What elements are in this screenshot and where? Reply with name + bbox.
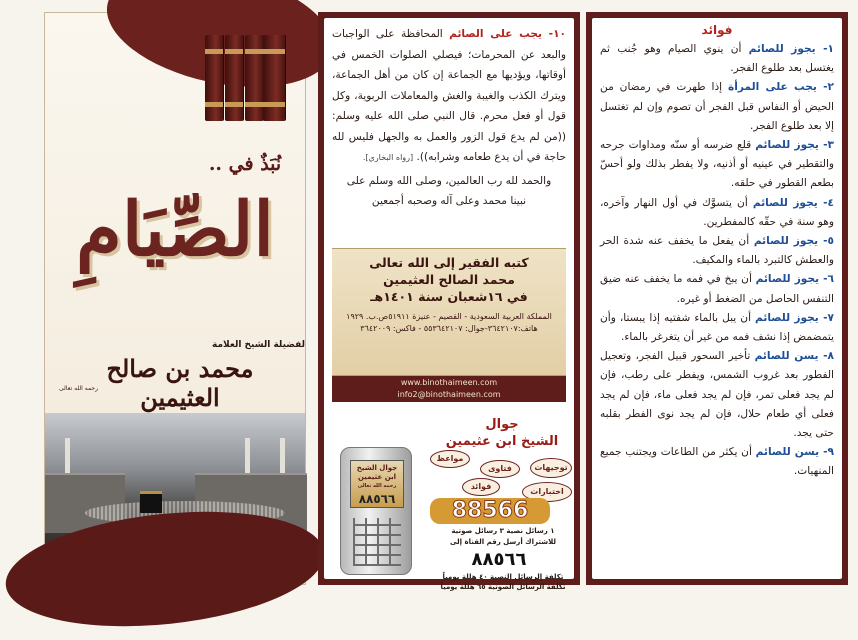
fawaid-item-keyword: ٧- يجوز للصائم bbox=[755, 311, 834, 324]
fawaid-item-body: قلع ضرسه أو سنّه ومداوات جرحه والتقطير في عينيه أو أذنيه، ولا يفطر بذلك ولو أحسّ بطعم القطور في حلقه. bbox=[600, 139, 834, 190]
mobile-service-promo bbox=[332, 402, 568, 591]
fawaid-item bbox=[600, 40, 834, 78]
promo-title: جوال الشيخ ابن عثيمين bbox=[445, 417, 559, 449]
fawaid-item-body: إذا طهرت في رمضان من الحيض أو النفاس قبل الفجر أن تصوم وإن لم تغتسل إلا بعد طلوع الفجر. bbox=[600, 81, 834, 132]
bubble-tawjihat: توجيهات bbox=[530, 458, 572, 478]
cover-subtitle: نُبَذٌ في .. bbox=[208, 153, 282, 175]
kaaba-icon bbox=[140, 491, 162, 513]
item-10-reference: [رواه البخاري]. bbox=[362, 153, 414, 162]
fawaid-item-keyword: ٤- يجوز للصائم bbox=[752, 196, 834, 209]
author-signature-box bbox=[332, 248, 566, 376]
fawaid-item-keyword: ٩- يسن للصائم bbox=[755, 446, 834, 459]
sms-number: 88566 bbox=[430, 498, 550, 524]
fawaid-list bbox=[600, 40, 834, 482]
fawaid-item-body: أن يكثر من الطاعات ويجتنب جميع المنهيات. bbox=[600, 446, 834, 478]
cover-author-note: رحمه الله تعالى bbox=[59, 385, 99, 392]
item-10-keyword: ١٠- يجب على الصائم bbox=[449, 28, 566, 40]
cover-byline: لفضيلة الشيخ العلامة bbox=[212, 340, 305, 350]
fawaid-item bbox=[600, 232, 834, 270]
item-10 bbox=[324, 18, 574, 211]
promo-message-types: ١ رسائل نصية ٣ رسائل صوتية bbox=[451, 527, 555, 535]
bubble-ikhtibarat: اختبارات bbox=[522, 482, 572, 502]
fawaid-item bbox=[600, 194, 834, 232]
promo-cost-text: تكلفة الرسائل النصية ٤٠ هللة يومياً bbox=[442, 573, 564, 581]
books-icon bbox=[205, 35, 285, 125]
fawaid-item-keyword: ١- يجوز للصائم bbox=[748, 43, 834, 55]
fawaid-item-body: أن يبخ في فمه ما يخفف عنه ضيق التنفس الحاصل من الضغط أو غيره. bbox=[600, 273, 834, 305]
author-box-line-1: كتبه الفقير إلى الله تعالى bbox=[369, 255, 529, 270]
author-box-name: محمد الصالح العثيمين bbox=[383, 272, 515, 287]
middle-panel bbox=[318, 12, 580, 591]
fawaid-item bbox=[600, 270, 834, 308]
fawaid-item-keyword: ٥- يجوز للصائم bbox=[753, 235, 834, 248]
fawaid-item-body: أن يبل بالماء شفتيه إذا يبستا، وأن يتمضمض إذا نشف فمه من غير أن يتغرغر بالماء. bbox=[600, 311, 834, 344]
phone-screen: جوال الشيخ ابن عثيمين رحمه الله تعالى ٨٨٥٦٦ bbox=[350, 460, 404, 508]
cover-author: محمد بن صالح العثيمين bbox=[106, 354, 254, 412]
fawaid-item bbox=[600, 78, 834, 136]
fawaid-item bbox=[600, 309, 834, 347]
fawaid-item-body: تأخير السحور قبيل الفجر، وتعجيل الفطور بعد غروب الشمس، ويفطر على رطب، فإن لم يجد فعلى تمر، فإن لم يجد فعلى ماء، فإن لم يجد فعلى أي طعام حلال، فإن لم يجد نوى الفطر بقلبه حتى يجد. bbox=[600, 350, 834, 440]
fawaid-item-body: أن يفعل ما يخفف عنه شدة الحر والعطش كالتبرد بالماء والمكيف. bbox=[600, 235, 834, 267]
website-band bbox=[332, 376, 566, 402]
fawaid-item bbox=[600, 136, 834, 194]
fawaid-item-keyword: ٣- يجوز للصائم bbox=[755, 139, 834, 152]
author-box-address: المملكة العربية السعودية - القصيم - عنيزة ٥١٩١١ص.ب. ١٩٢٩ bbox=[346, 312, 552, 321]
fawaid-item-body: أن ينوي الصيام وهو جُنب ثم يغتسل بعد طلوع الفجر. bbox=[600, 43, 834, 75]
right-panel bbox=[586, 12, 848, 585]
email-link[interactable]: info2@binothaimeen.com bbox=[397, 390, 501, 399]
cover-panel bbox=[44, 12, 306, 585]
sms-number-arabic: ٨٨٥٦٦ bbox=[471, 549, 527, 570]
fawaid-item-body: أن يتسوَّك في أول النهار وآخره، وهو سنة في حقّه كالمفطرين. bbox=[600, 196, 834, 228]
bubble-fawaid: فوائد bbox=[462, 478, 500, 496]
cover-title: الصِّيَامِ bbox=[76, 187, 274, 273]
fawaid-item-keyword: ٦- يجوز للصائم bbox=[755, 273, 834, 286]
fawaid-item-keyword: ٨- يسن للصائم bbox=[754, 350, 834, 363]
promo-subscribe: للاشتراك أرسل رقم القناة إلى bbox=[449, 538, 557, 546]
phone-keypad bbox=[353, 518, 401, 566]
bubble-fatawa: فتاوى bbox=[480, 460, 520, 478]
website-link[interactable]: www.binothaimeen.com bbox=[400, 378, 498, 387]
promo-cost-voice: تكلفة الرسائل الصوتية ٦٥ هللة يومياً bbox=[440, 583, 566, 591]
phone-image bbox=[340, 447, 412, 575]
fawaid-header: فوائد bbox=[701, 23, 733, 37]
author-box-phone: هاتف:٣٦٤٢١٠٧-جوال: ٥٥٣٦٤٢١٠٧ - فاكس: ٣٦٤٢٠٠٩ bbox=[360, 324, 538, 333]
bubble-mawaiz: مواعظ bbox=[430, 450, 470, 468]
fawaid-item bbox=[600, 443, 834, 481]
fawaid-item-keyword: ٢- يجب على المرأة bbox=[728, 81, 834, 94]
item-10-body: المحافظة على الواجبات والبعد عن المحرمات؛ فيصلي الصلوات الخمس في أوقاتها، ويؤديها مع الجماعة إن كان من أهل الجماعة، ويترك الكذب والغيبة والغش والمعاملات الربوية، وكل قول أو فعل محرم. قال النبي صلى الله عليه وسلم: ((من لم يدع قول الزور والعمل به والجهل فليس لله حاجة في أن يدع طعامه وشرابه)). bbox=[332, 28, 566, 163]
fawaid-item bbox=[600, 347, 834, 443]
author-box-date: في ١٦شعبان سنة ١٤٠١هـ bbox=[370, 289, 528, 304]
closing-text: والحمد لله رب العالمين، وصلى الله وسلم على نبينا محمد وعلى آله وصحبه أجمعين bbox=[346, 174, 552, 207]
